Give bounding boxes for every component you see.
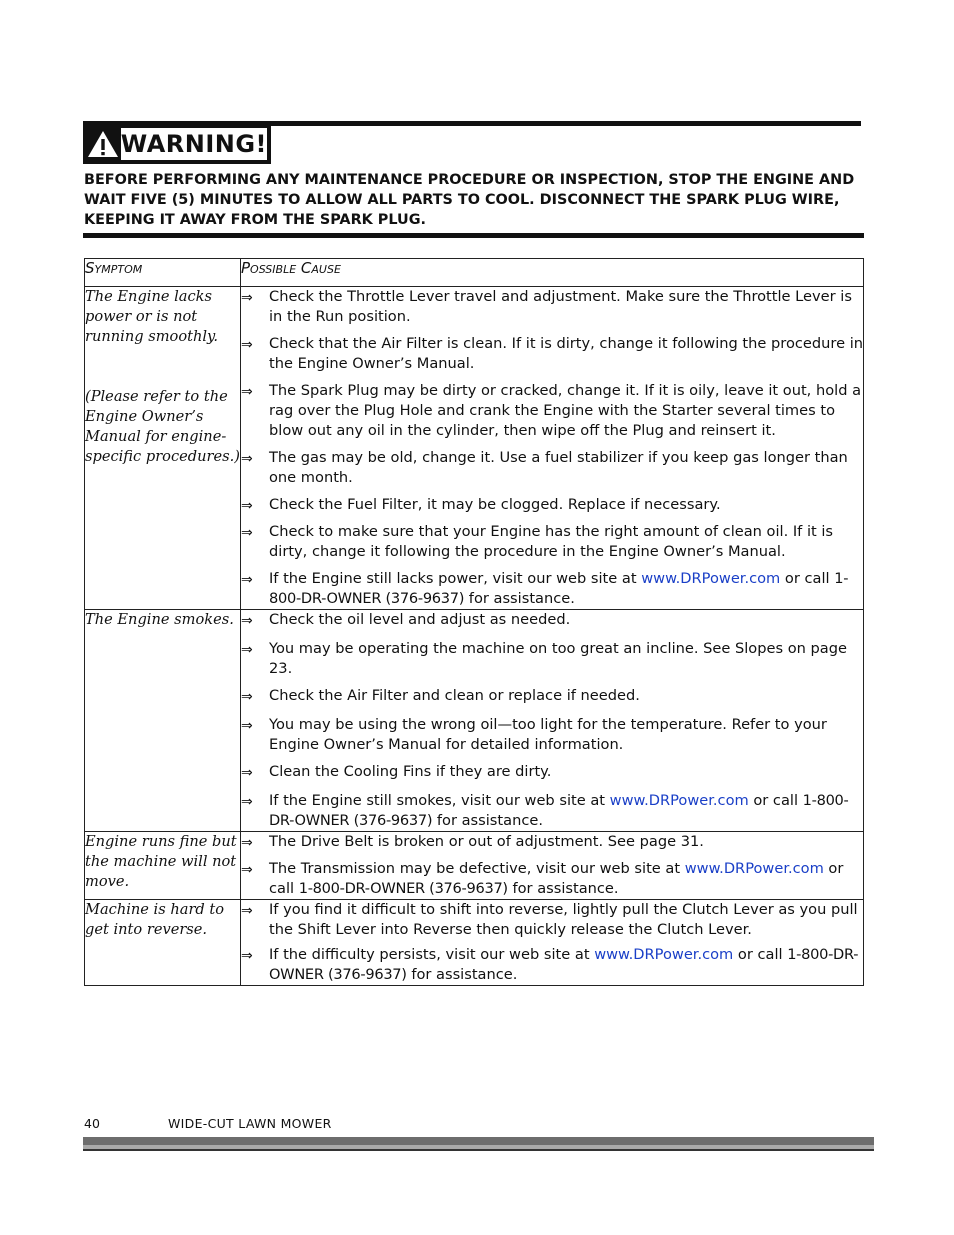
- table-row: [85, 832, 864, 900]
- cause-item: ⇒ The Drive Belt is broken or out of adjustment. See page 31.: [241, 832, 863, 854]
- table-header-row: [85, 259, 864, 287]
- website-link[interactable]: www.DRPower.com: [641, 570, 781, 587]
- arrow-icon: ⇒: [241, 948, 253, 964]
- warning-badge: [83, 124, 271, 164]
- symptom-cell: [85, 287, 241, 610]
- page-number: 40: [84, 1116, 100, 1131]
- warning-title: WARNING!: [120, 130, 267, 158]
- footer-rule-dark: [83, 1149, 874, 1151]
- phone-number: 1-800-DR-OWNER (376-9637): [298, 880, 508, 897]
- symptom-text: Machine is hard to get into reverse.: [85, 901, 225, 938]
- phone-number: 1-800-DR-OWNER (376-9637): [269, 946, 859, 983]
- cause-item: ⇒ Check the Air Filter and clean or replace if needed.: [241, 686, 863, 708]
- website-link[interactable]: www.DRPower.com: [684, 860, 824, 877]
- cause-item: ⇒ Check the Throttle Lever travel and adjustment. Make sure the Throttle Lever is in the Run position.: [241, 288, 852, 325]
- cause-item: ⇒ Check to make sure that your Engine has the right amount of clean oil. If it is dirty, change it following the procedure in the Engine Owner’s Manual.: [241, 523, 834, 560]
- arrow-icon: ⇒: [241, 835, 253, 851]
- symptom-text: The Engine smokes.: [85, 611, 234, 628]
- cause-item: ⇒ You may be operating the machine on too great an incline. See Slopes on page 23.: [241, 640, 847, 677]
- header-possible-cause: Possible Cause: [241, 259, 864, 287]
- cause-item: ⇒ The Spark Plug may be dirty or cracked, change it. If it is oily, leave it out, hold a rag over the Plug Hole and crank the Engine with the Starter several times to blow out any oil in the cylinder, then wipe off the Plug and reinsert it.: [241, 382, 862, 439]
- symptom-cell: [85, 832, 241, 900]
- website-link[interactable]: www.DRPower.com: [594, 946, 734, 963]
- symptom-text: Engine runs fine but the machine will not move.: [85, 833, 237, 890]
- cause-contact: ⇒ If the Engine still smokes, visit our web site at www.DRPower.com or call 1-800-DR-OWNER (376-9637) for assistance.: [241, 792, 849, 829]
- arrow-icon: ⇒: [241, 862, 253, 878]
- symptom-cell: [85, 610, 241, 832]
- header-symptom: Symptom: [85, 259, 241, 287]
- website-link[interactable]: www.DRPower.com: [609, 792, 749, 809]
- causes-cell: [241, 832, 864, 900]
- arrow-icon: ⇒: [241, 689, 253, 705]
- cause-item: ⇒ If you find it difficult to shift into reverse, lightly pull the Clutch Lever as you pull the Shift Lever into Reverse then quickly release the Clutch Lever.: [241, 901, 858, 938]
- cause-item: ⇒ The gas may be old, change it. Use a fuel stabilizer if you keep gas longer than one month.: [241, 449, 848, 486]
- arrow-icon: ⇒: [241, 337, 253, 353]
- arrow-icon: ⇒: [241, 903, 253, 919]
- cause-item: ⇒ Check the Fuel Filter, it may be clogged. Replace if necessary.: [241, 495, 863, 517]
- causes-cell: [241, 287, 864, 610]
- arrow-icon: ⇒: [241, 613, 253, 629]
- warning-text: BEFORE PERFORMING ANY MAINTENANCE PROCEDURE OR INSPECTION, STOP THE ENGINE AND WAIT FIVE (5) MINUTES TO ALLOW ALL PARTS TO COOL. DISCONNECT THE SPARK PLUG WIRE, KEEPING IT AWAY FROM THE SPARK PLUG.: [84, 172, 855, 228]
- phone-number: 1-800-DR-OWNER (376-9637): [269, 792, 849, 829]
- causes-cell: [241, 610, 864, 832]
- arrow-icon: ⇒: [241, 794, 253, 810]
- arrow-icon: ⇒: [241, 642, 253, 658]
- table-row: [85, 610, 864, 832]
- cause-item: ⇒ Clean the Cooling Fins if they are dirty.: [241, 762, 863, 784]
- troubleshooting-table: [84, 258, 864, 986]
- cause-item: ⇒ Check that the Air Filter is clean. If it is dirty, change it following the procedure in the Engine Owner’s Manual.: [241, 335, 864, 372]
- arrow-icon: ⇒: [241, 384, 253, 400]
- arrow-icon: ⇒: [241, 451, 253, 467]
- cause-item: ⇒ Check the oil level and adjust as needed.: [241, 610, 863, 632]
- arrow-icon: ⇒: [241, 718, 253, 734]
- table-row: [85, 900, 864, 986]
- arrow-icon: ⇒: [241, 572, 253, 588]
- cause-item: ⇒ You may be using the wrong oil—too light for the temperature. Refer to your Engine Owner’s Manual for detailed information.: [241, 716, 827, 753]
- arrow-icon: ⇒: [241, 525, 253, 541]
- causes-cell: [241, 900, 864, 986]
- cause-contact: ⇒ If the difficulty persists, visit our web site at www.DRPower.com or call 1-800-DR-OWNER (376-9637) for assistance.: [241, 946, 859, 983]
- arrow-icon: ⇒: [241, 765, 253, 781]
- arrow-icon: ⇒: [241, 498, 253, 514]
- symptom-cell: [85, 900, 241, 986]
- document-title: WIDE-CUT LAWN MOWER: [168, 1116, 332, 1131]
- symptom-note: (Please refer to the Engine Owner’s Manual for engine-specific procedures.): [85, 388, 240, 465]
- arrow-icon: ⇒: [241, 290, 253, 306]
- cause-contact: ⇒ If the Engine still lacks power, visit our web site at www.DRPower.com or call 1-800-DR-OWNER (376-9637) for assistance.: [241, 570, 849, 607]
- cause-contact: ⇒ The Transmission may be defective, visit our web site at www.DRPower.com or call 1-800-DR-OWNER (376-9637) for assistance.: [241, 860, 844, 897]
- phone-number: 1-800-DR-OWNER (376-9637): [269, 570, 849, 607]
- footer-rule: [83, 1137, 874, 1145]
- warning-bottom-rule: [83, 233, 864, 238]
- table-row: [85, 287, 864, 610]
- symptom-text: The Engine lacks power or is not running smoothly.: [85, 288, 218, 345]
- warning-triangle-icon: [85, 126, 121, 162]
